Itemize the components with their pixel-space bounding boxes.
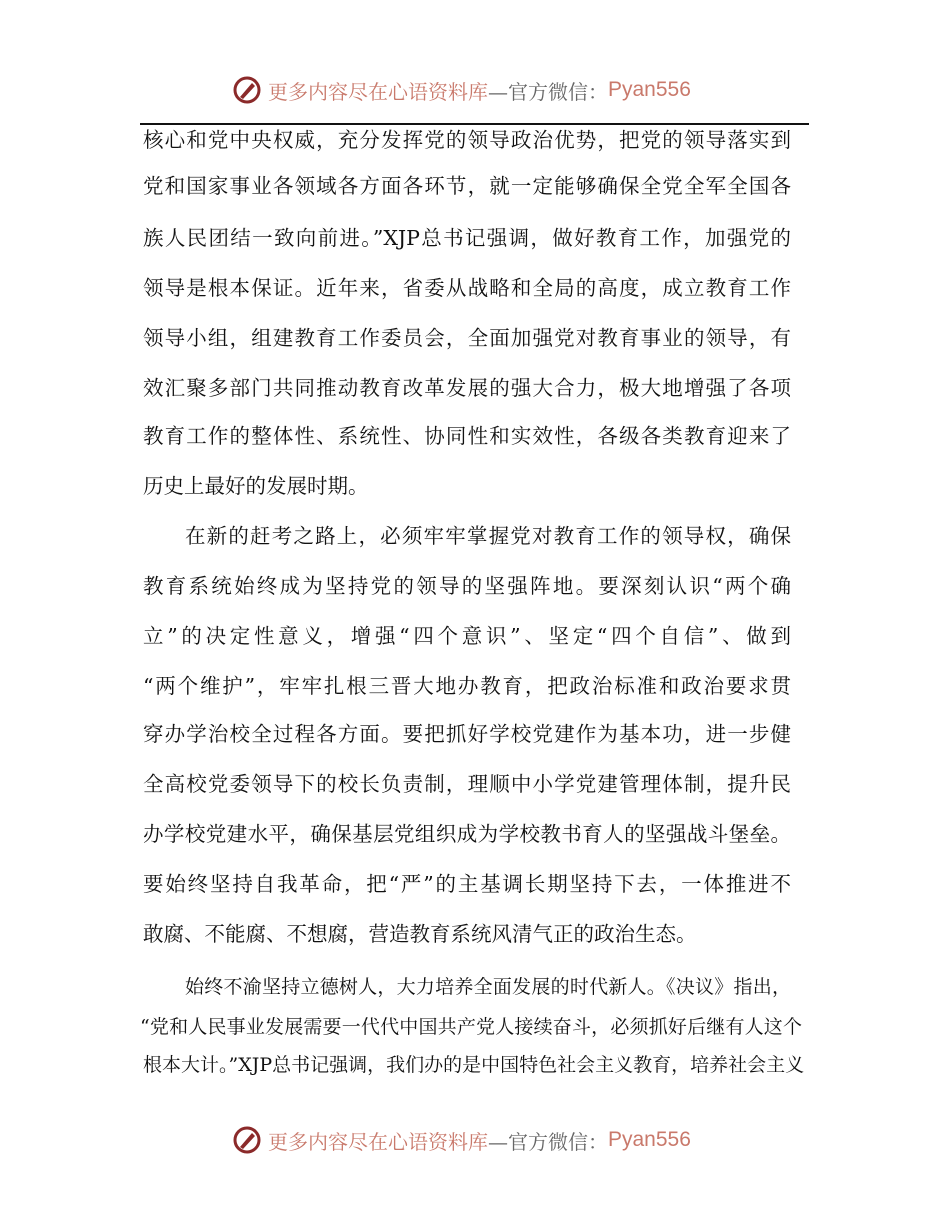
- watermark-wechat-label: —官方微信：: [488, 79, 608, 104]
- text-line: “两个维护”，牢牢扎根三晋大地办教育，把政治标准和政治要求贯: [143, 674, 791, 698]
- header-watermark: [232, 72, 691, 108]
- text-line: 敢腐、不能腐、不想腐，营造教育系统风清气正的政治生态。: [143, 922, 697, 946]
- footer-watermark: [232, 1122, 691, 1158]
- watermark-text: 更多内容尽在心语资料库: [268, 79, 488, 104]
- text-line: 族人民团结一致向前进。”XJP总书记强调，做好教育工作，加强党的: [143, 226, 791, 250]
- watermark-wechat-id: Pyan556: [608, 1128, 691, 1151]
- text-line: 核心和党中央权威，充分发挥党的领导政治优势，把党的领导落实到: [143, 128, 791, 152]
- text-line: 领导小组，组建教育工作委员会，全面加强党对教育事业的领导，有: [143, 326, 791, 350]
- text-line: 历史上最好的发展时期。: [143, 474, 369, 498]
- text-line: 效汇聚多部门共同推动教育改革发展的强大合力，极大地增强了各项: [143, 376, 791, 400]
- text-line: 在新的赶考之路上，必须牢牢掌握党对教育工作的领导权，确保: [185, 524, 791, 548]
- text-line: 办学校党建水平，确保基层党组织成为学校教书育人的坚强战斗堡垒。: [143, 822, 791, 846]
- text-line: 立”的决定性意义，增强“四个意识”、坚定“四个自信”、做到: [143, 624, 791, 648]
- text-line: “党和人民事业发展需要一代代中国共产党人接续奋斗，必须抓好后继有人这个: [140, 1016, 802, 1038]
- watermark-text: 更多内容尽在心语资料库: [268, 1129, 488, 1154]
- text-line: 根本大计。”XJP总书记强调，我们办的是中国特色社会主义教育，培养社会主义: [143, 1054, 805, 1076]
- text-line: 领导是根本保证。近年来，省委从战略和全局的高度，成立教育工作: [143, 276, 791, 300]
- text-line: 始终不渝坚持立德树人，大力培养全面发展的时代新人。《决议》指出，: [185, 976, 791, 998]
- text-line: 教育工作的整体性、系统性、协同性和实效性，各级各类教育迎来了: [143, 424, 791, 448]
- text-line: 全高校党委领导下的校长负责制，理顺中小学党建管理体制，提升民: [143, 772, 791, 796]
- pen-logo-icon: [232, 75, 262, 105]
- text-line: 党和国家事业各领域各方面各环节，就一定能够确保全党全军全国各: [143, 174, 791, 198]
- watermark-wechat-label: —官方微信：: [488, 1129, 608, 1154]
- header-rule: [140, 123, 809, 125]
- text-line: 要始终坚持自我革命，把“严”的主基调长期坚持下去，一体推进不: [143, 872, 791, 896]
- pen-logo-icon: [232, 1125, 262, 1155]
- text-line: 教育系统始终成为坚持党的领导的坚强阵地。要深刻认识“两个确: [143, 574, 791, 598]
- watermark-wechat-id: Pyan556: [608, 78, 691, 101]
- text-line: 穿办学治校全过程各方面。要把抓好学校党建作为基本功，进一步健: [143, 722, 791, 746]
